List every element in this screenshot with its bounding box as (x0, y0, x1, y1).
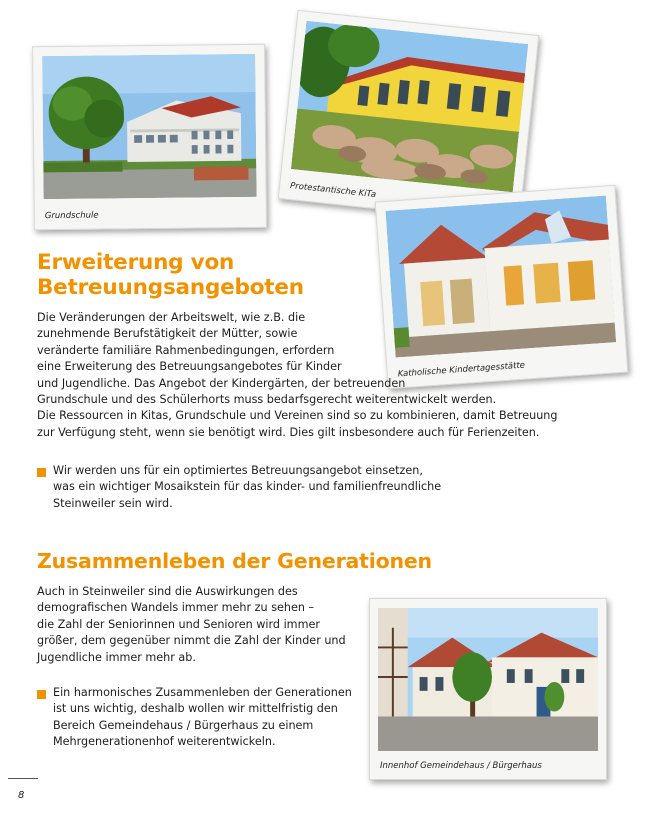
text-line: zunehmende Berufstätigkeit der Mütter, sowie (37, 327, 298, 341)
innenhof-image (378, 608, 598, 751)
text-line: Auch in Steinweiler sind die Auswirkungen des (37, 585, 298, 598)
section1-heading-line1: Erweiterung von (37, 250, 235, 275)
section1-bullet (53, 463, 441, 512)
section1-paragraph (37, 310, 558, 441)
section2-bullet (53, 685, 352, 751)
page-number: 8 (18, 790, 25, 801)
text-line: Die Ressourcen in Kitas, Grundschule und Vereinen sind so zu kombinieren, damit Betreuung (37, 409, 558, 423)
section2-heading: Zusammenleben der Generationen (37, 549, 432, 573)
text-line: demografischen Wandels immer mehr zu sehen – (37, 601, 315, 615)
text-line: ist uns wichtig, deshalb wollen wir mittelfristig den (53, 702, 338, 716)
photo-innenhof (369, 598, 607, 780)
caption-protestantische-kita: Protestantische KiTa (289, 181, 377, 201)
text-line: größer, dem gegenüber nimmt die Zahl der Kinder und (37, 634, 346, 648)
text-line: veränderte familiäre Rahmenbedingungen, erfordern (37, 343, 335, 357)
text-line: Grundschule und des Schülerhorts muss bedarfsgerecht weiterentwickelt werden. (37, 393, 497, 407)
text-line: Wir werden uns für ein optimiertes Betreuungsangebot einsetzen, (53, 464, 423, 477)
text-line: Die Veränderungen der Arbeitswelt, wie z.B. die (37, 311, 306, 324)
text-line: Jugendliche immer mehr ab. (37, 650, 196, 664)
text-line: und Jugendliche. Das Angebot der Kindergärten, der betreuenden (37, 376, 406, 390)
text-line: eine Erweiterung des Betreuungsangebotes für Kinder (37, 360, 342, 374)
section1-heading-line2: Betreuungsangeboten (37, 275, 304, 300)
caption-innenhof: Innenhof Gemeindehaus / Bürgerhaus (380, 761, 542, 771)
text-line: was ein wichtiger Mosaikstein für das kinder- und familienfreundliche (53, 480, 442, 494)
grundschule-image (42, 54, 256, 199)
section2-paragraph (37, 584, 346, 666)
bullet-square (37, 690, 46, 699)
text-line: Mehrgenerationenhof weiterentwickeln. (53, 735, 276, 749)
section1-heading (37, 250, 304, 300)
text-line: zur Verfügung steht, wenn sie benötigt wird. Dies gilt insbesondere auch für Ferienzeiten. (37, 425, 540, 439)
text-line: Bereich Gemeindehaus / Bürgerhaus zu einem (53, 718, 314, 732)
text-line: die Zahl der Seniorinnen und Senioren wird immer (37, 617, 320, 631)
text-line: Ein harmonisches Zusammenleben der Generationen (53, 686, 352, 699)
text-line: Steinweiler sein wird. (53, 496, 173, 510)
protestantische-kita-image (291, 21, 528, 192)
footer-divider (8, 778, 38, 779)
caption-katholische-kita: Katholische Kindertagesstätte (397, 360, 526, 380)
bullet-square (37, 468, 46, 477)
photo-grundschule (32, 44, 267, 230)
caption-grundschule: Grundschule (44, 210, 99, 222)
